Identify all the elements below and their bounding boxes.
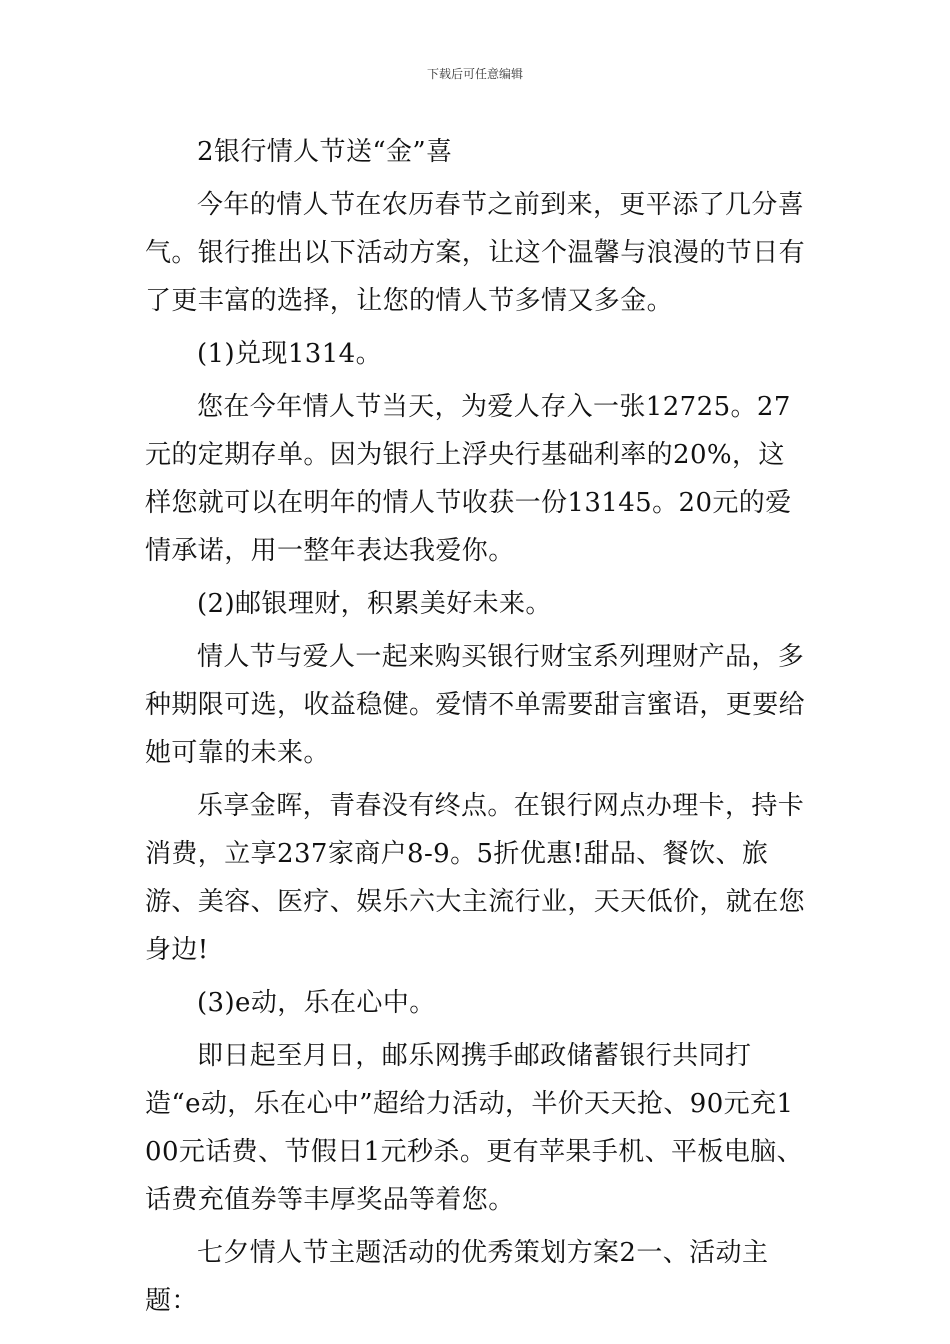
item-heading-3: (3)e动，乐在心中。 <box>197 988 436 1018</box>
paragraph-item-1: 您在今年情人节当天，为爱人存入一张12725。27元的定期存单。因为银行上浮央行基础利率的20%，这样您就可以在明年的情人节收获一份13145。20元的爱情承诺，用一整年表达我爱你。 <box>145 392 792 566</box>
paragraph-item-2b: 乐享金晖，青春没有终点。在银行网点办理卡，持卡消费，立享237家商户8-9。5折优惠!甜品、餐饮、旅游、美容、医疗、娱乐六大主流行业，天天低价，就在您身边! <box>145 791 806 965</box>
paragraph-item-2: 情人节与爱人一起来购买银行财宝系列理财产品，多种期限可选，收益稳健。爱情不单需要甜言蜜语，更要给她可靠的未来。 <box>145 642 806 768</box>
page-header: 下载后可任意编辑 <box>426 67 523 81</box>
item-heading-1: (1)兑现1314。 <box>197 339 382 369</box>
paragraph-item-3: 即日起至月日，邮乐网携手邮政储蓄银行共同打造“e动，乐在心中”超给力活动，半价天天抢、90元充100元话费、节假日1元秒杀。更有苹果手机、平板电脑、话费充值券等丰厚奖品等着您。 <box>145 1041 804 1215</box>
item-heading-2: (2)邮银理财，积累美好未来。 <box>197 589 552 619</box>
paragraph-intro: 今年的情人节在农历春节之前到来，更平添了几分喜气。银行推出以下活动方案，让这个温馨与浪漫的节日有了更丰富的选择，让您的情人节多情又多金。 <box>145 190 806 316</box>
section-heading: 2银行情人节送“金”喜 <box>197 137 453 167</box>
next-section-heading: 七夕情人节主题活动的优秀策划方案2一、活动主题： <box>145 1238 769 1316</box>
document-body <box>145 128 807 1325</box>
